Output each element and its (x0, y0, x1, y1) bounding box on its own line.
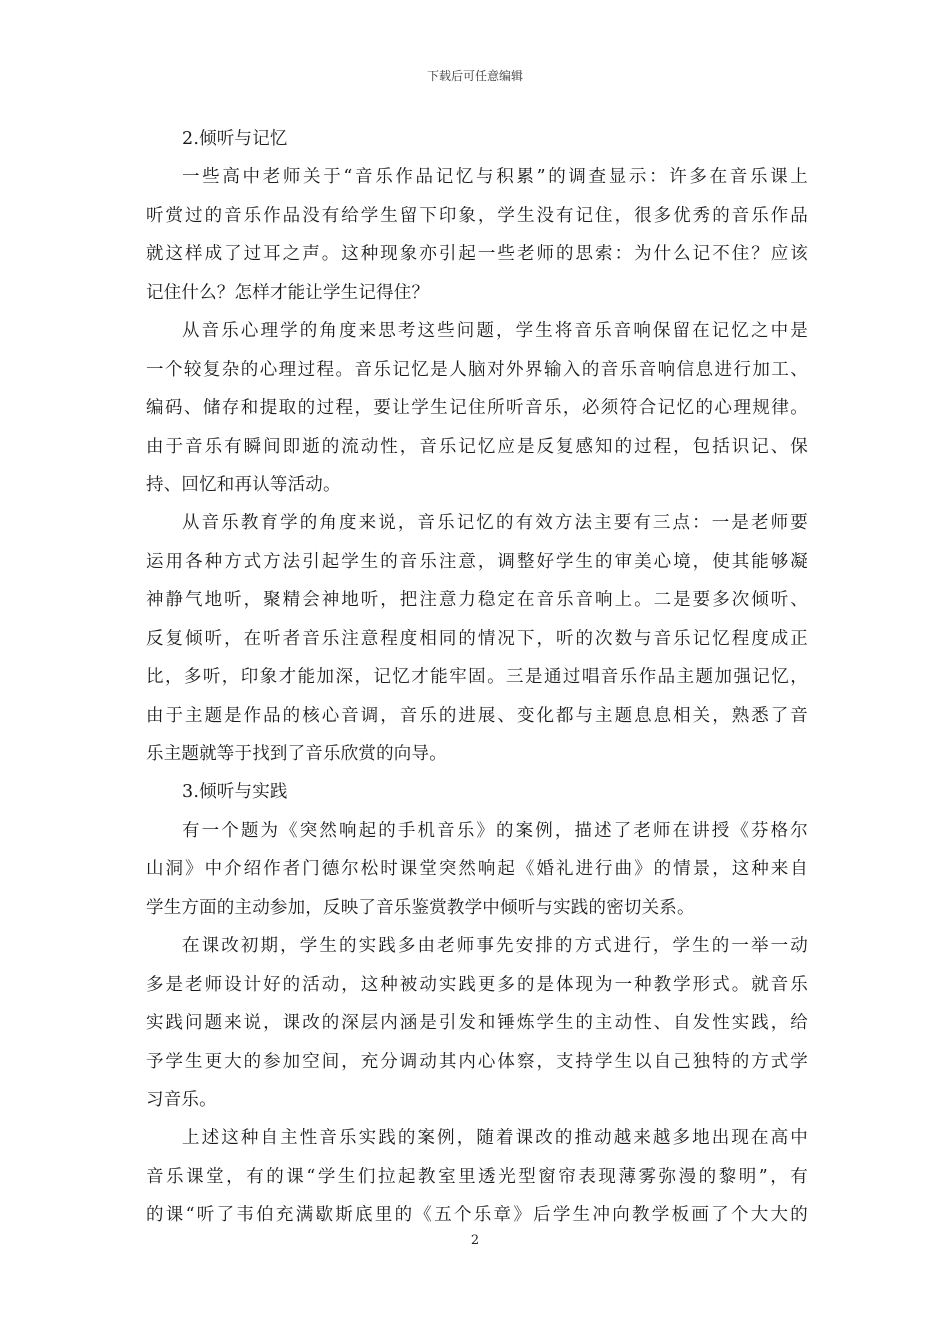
text-line: 予学生更大的参加空间，充分调动其内心体察，支持学生以自己独特的方式学 (146, 1051, 808, 1072)
text-line: 听赏过的音乐作品没有给学生留下印象，学生没有记住，很多优秀的音乐作品 (146, 205, 808, 226)
text-line: 音乐课堂，有的课“学生们拉起教室里透光型窗帘表现薄雾弥漫的黎明”，有 (146, 1166, 808, 1187)
text-line: 持、回忆和再认等活动。 (146, 474, 341, 495)
text-line: 乐主题就等于找到了音乐欣赏的向导。 (146, 744, 447, 764)
text-line: 学生方面的主动参加，反映了音乐鉴赏教学中倾听与实践的密切关系。 (146, 897, 695, 918)
text-line: 2.倾听与记忆 (182, 129, 288, 149)
text-line: 3.倾听与实践 (182, 782, 288, 803)
text-line: 一个较复杂的心理过程。音乐记忆是人脑对外界输入的音乐音响信息进行加工、 (146, 359, 808, 380)
text-line: 记住什么？怎样才能让学生记得住？ (146, 282, 430, 303)
text-line: 习音乐。 (146, 1089, 217, 1110)
text-line: 在课改初期，学生的实践多由老师事先安排的方式进行，学生的一举一动 (182, 936, 808, 957)
text-line: 从音乐心理学的角度来思考这些问题，学生将音乐音响保留在记忆之中是 (182, 321, 808, 342)
text-line: 的课“听了韦伯充满歇斯底里的《五个乐章》后学生冲向教学板画了个大大的 (146, 1205, 808, 1226)
page-header: 下载后可任意编辑 (426, 69, 523, 83)
text-line: 由于主题是作品的核心音调，音乐的进展、变化都与主题息息相关，熟悉了音 (146, 705, 808, 726)
text-line: 多是老师设计好的活动，这种被动实践更多的是体现为一种教学形式。就音乐 (146, 974, 808, 995)
text-line: 上述这种自主性音乐实践的案例，随着课改的推动越来越多地出现在高中 (182, 1128, 808, 1149)
text-line: 有一个题为《突然响起的手机音乐》的案例，描述了老师在讲授《芬格尔 (182, 820, 808, 841)
text-line: 神静气地听，聚精会神地听，把注意力稳定在音乐音响上。二是要多次倾听、 (146, 590, 808, 611)
text-line: 运用各种方式方法引起学生的音乐注意，调整好学生的审美心境，使其能够凝 (146, 551, 808, 572)
document-body (146, 120, 808, 1235)
text-line: 就这样成了过耳之声。这种现象亦引起一些老师的思索：为什么记不住？应该 (146, 244, 808, 265)
text-line: 山洞》中介绍作者门德尔松时课堂突然响起《婚礼进行曲》的情景，这种来自 (146, 859, 808, 880)
page-number: 2 (470, 1233, 480, 1248)
text-line: 比，多听，印象才能加深，记忆才能牢固。三是通过唱音乐作品主题加强记忆， (146, 667, 808, 688)
text-line: 一些高中老师关于“音乐作品记忆与积累”的调查显示：许多在音乐课上 (182, 167, 808, 188)
text-line: 从音乐教育学的角度来说，音乐记忆的有效方法主要有三点：一是老师要 (182, 513, 808, 534)
text-line: 由于音乐有瞬间即逝的流动性，音乐记忆应是反复感知的过程，包括识记、保 (146, 436, 808, 457)
text-line: 编码、储存和提取的过程，要让学生记住所听音乐，必须符合记忆的心理规律。 (146, 398, 808, 419)
text-line: 反复倾听，在听者音乐注意程度相同的情况下，听的次数与音乐记忆程度成正 (146, 628, 808, 649)
text-line: 实践问题来说，课改的深层内涵是引发和锤炼学生的主动性、自发性实践，给 (146, 1013, 808, 1034)
